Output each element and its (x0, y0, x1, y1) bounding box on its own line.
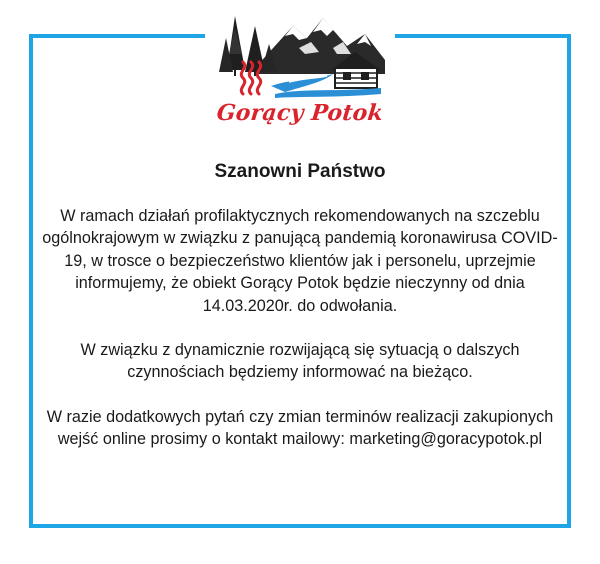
brand-name: Gorący Potok (215, 100, 385, 126)
notice-paragraph-closure: W ramach działań profilaktycznych rekomendowanych na szczeblu ogólnokrajowym w związku z panującą pandemią koronawirusa COVID-19, w trosce o bezpieczeństwo klientów jak i personelu, uprzejmie informujemy, że obiekt Gorący Potok będzie nieczynny od dnia 14.03.2020r. do odwołania. (42, 207, 558, 315)
notice-heading: Szanowni Państwo (214, 161, 386, 182)
notice-content (40, 160, 560, 473)
mountain-cabin-hotspring-logo-icon (215, 8, 385, 100)
brand-logo (205, 4, 395, 130)
notice-paragraph-updates: W związku z dynamicznie rozwijającą się sytuacją o dalszych czynnościach będziemy informować na bieżąco. (80, 341, 520, 382)
notice-paragraph-contact: W razie dodatkowych pytań czy zmian terminów realizacji zakupionych wejść online prosimy o kontakt mailowy: marketing@goracypotok.pl (46, 407, 554, 449)
